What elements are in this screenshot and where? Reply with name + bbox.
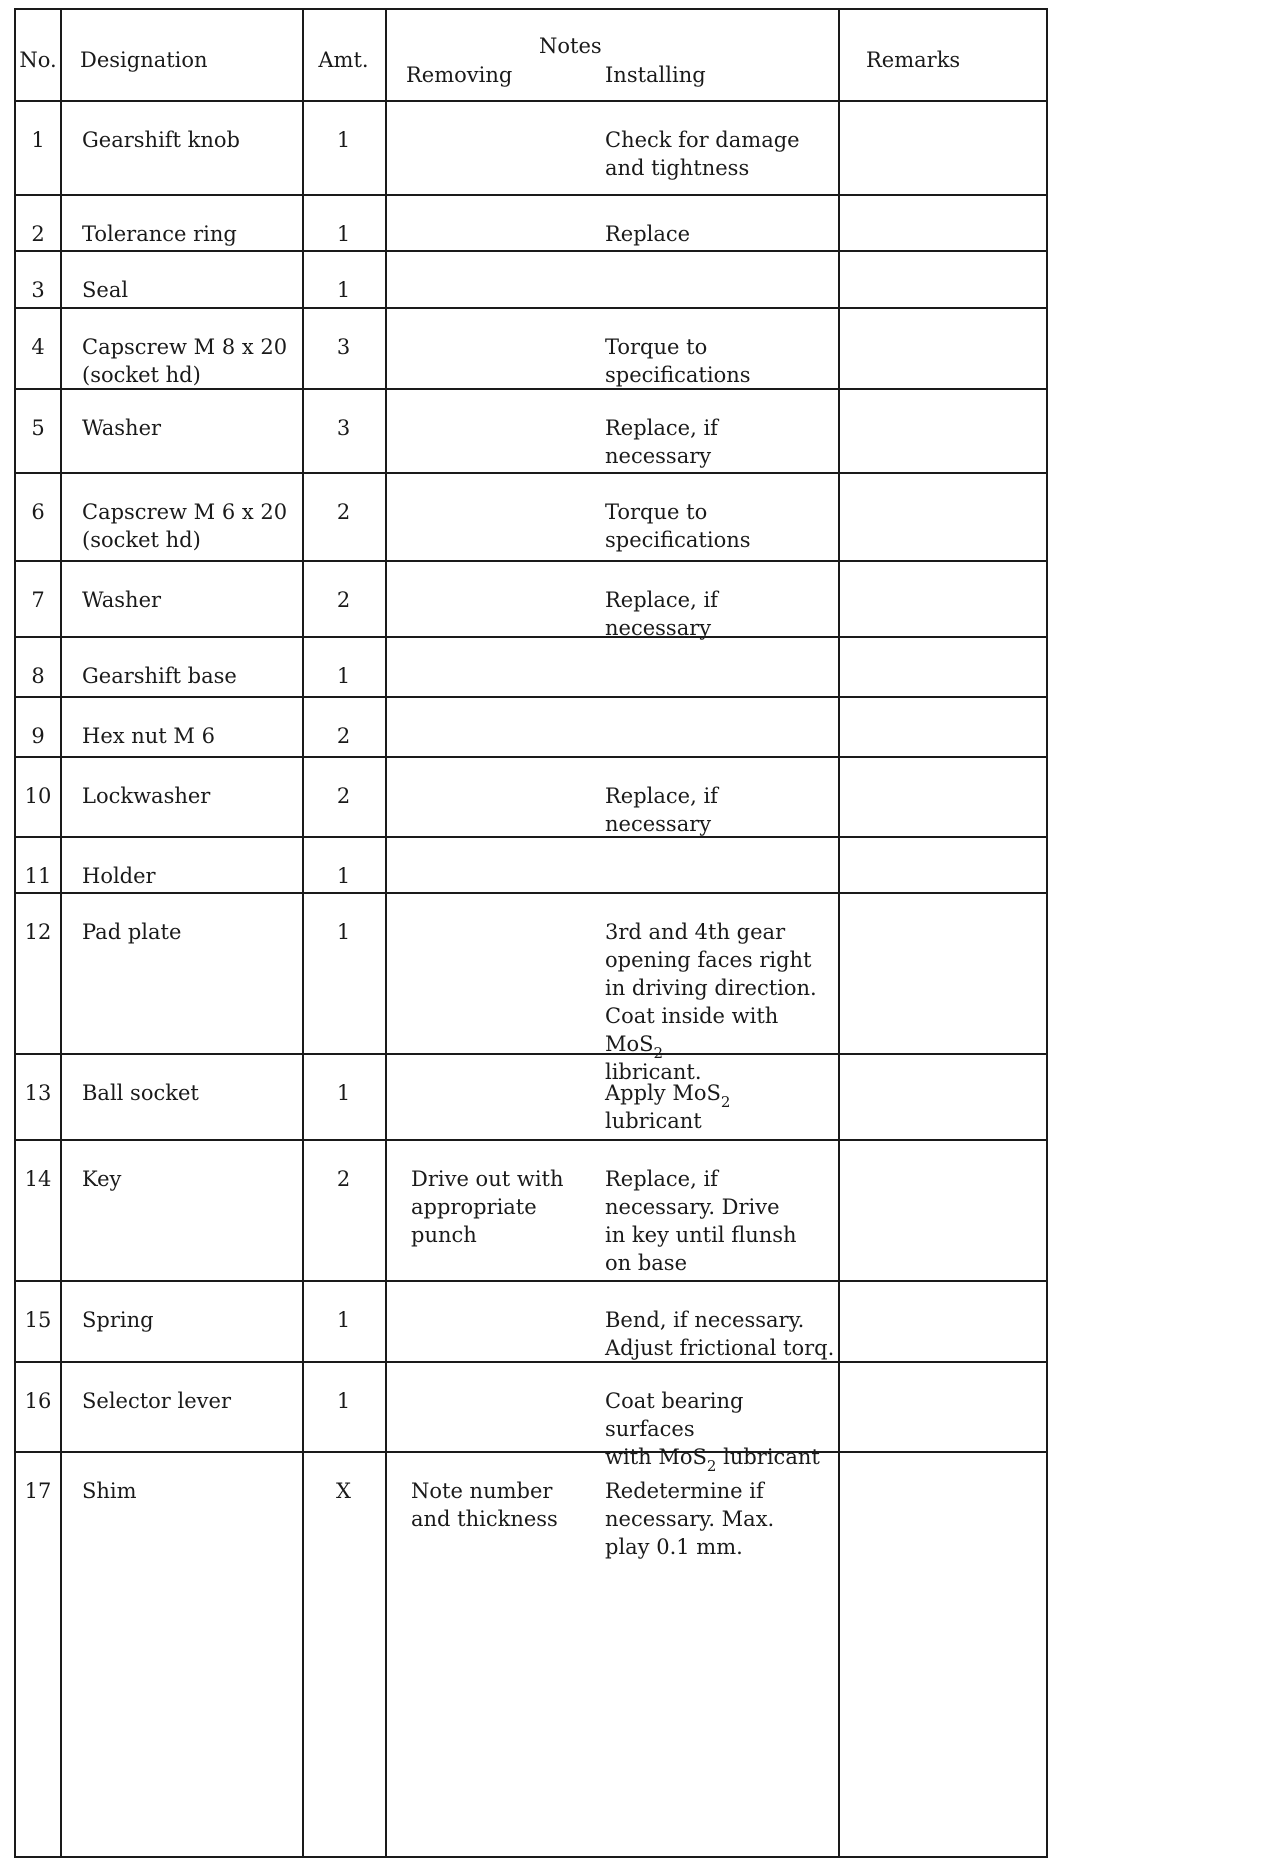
row-divider: [16, 756, 1046, 758]
cell-removing: Drive out with appropriate punch: [411, 1167, 564, 1247]
cell-installing: Bend, if necessary. Adjust frictional torq.: [605, 1308, 835, 1360]
cell-installing: Replace, if necessary: [605, 588, 718, 640]
cell-designation: Gearshift base: [82, 664, 237, 688]
header-remarks: Remarks: [866, 48, 961, 72]
cell-installing: 3rd and 4th gear opening faces right in driving direction. Coat inside with MoS$_2$ libricant.: [605, 920, 817, 1084]
cell-no: 2: [31, 222, 45, 246]
row-divider: [16, 1280, 1046, 1282]
cell-designation: Gearshift knob: [82, 128, 241, 152]
cell-no: 13: [24, 1081, 52, 1105]
row-divider: [16, 1139, 1046, 1141]
cell-installing: Replace, if necessary: [605, 784, 718, 836]
cell-designation: Shim: [82, 1479, 137, 1503]
header-removing: Removing: [406, 63, 513, 87]
cell-removing: Note number and thickness: [411, 1479, 558, 1531]
column-divider: [60, 10, 62, 1856]
cell-designation: Selector lever: [82, 1389, 231, 1413]
cell-designation: Capscrew M 8 x 20 (socket hd): [82, 335, 288, 387]
cell-amount: 2: [336, 588, 351, 612]
row-divider: [16, 1053, 1046, 1055]
cell-installing: Torque to specifications: [605, 335, 751, 387]
row-divider: [16, 560, 1046, 562]
cell-no: 1: [31, 128, 45, 152]
cell-amount: 3: [336, 416, 351, 440]
cell-installing: Replace, if necessary: [605, 416, 718, 468]
header-amount: Amt.: [318, 48, 369, 72]
cell-installing: Torque to specifications: [605, 500, 751, 552]
header-designation: Designation: [80, 48, 208, 72]
cell-designation: Key: [82, 1167, 122, 1191]
cell-designation: Washer: [82, 588, 162, 612]
cell-no: 10: [24, 784, 52, 808]
cell-amount: X: [336, 1479, 351, 1503]
cell-no: 4: [31, 335, 45, 359]
cell-designation: Capscrew M 6 x 20 (socket hd): [82, 500, 288, 552]
row-divider: [16, 307, 1046, 309]
header-installing: Installing: [605, 63, 706, 87]
column-divider: [385, 10, 387, 1856]
cell-designation: Seal: [82, 278, 129, 302]
cell-no: 7: [31, 588, 45, 612]
cell-designation: Holder: [82, 864, 156, 888]
cell-no: 15: [24, 1308, 52, 1332]
cell-no: 8: [31, 664, 45, 688]
cell-designation: Ball socket: [82, 1081, 199, 1105]
header-notes: Notes: [539, 34, 602, 58]
cell-designation: Washer: [82, 416, 162, 440]
row-divider: [16, 836, 1046, 838]
cell-amount: 1: [336, 1308, 351, 1332]
row-divider: [16, 696, 1046, 698]
cell-no: 9: [31, 724, 45, 748]
cell-installing: Replace: [605, 222, 691, 246]
cell-installing: Check for damage and tightness: [605, 128, 800, 180]
cell-no: 14: [24, 1167, 52, 1191]
cell-amount: 2: [336, 500, 351, 524]
row-divider: [16, 892, 1046, 894]
cell-designation: Spring: [82, 1308, 154, 1332]
cell-installing: Coat bearing surfaces with MoS$_2$ lubricant: [605, 1389, 820, 1475]
cell-amount: 3: [336, 335, 351, 359]
cell-no: 17: [24, 1479, 52, 1503]
row-divider: [16, 636, 1046, 638]
cell-no: 12: [24, 920, 52, 944]
cell-amount: 1: [336, 128, 351, 152]
row-divider: [16, 1361, 1046, 1363]
row-divider: [16, 1451, 1046, 1453]
cell-designation: Tolerance ring: [82, 222, 237, 246]
cell-designation: Hex nut M 6: [82, 724, 215, 748]
cell-no: 5: [31, 416, 45, 440]
cell-amount: 2: [336, 784, 351, 808]
cell-designation: Lockwasher: [82, 784, 211, 808]
cell-no: 3: [31, 278, 45, 302]
cell-amount: 1: [336, 278, 351, 302]
cell-installing: Redetermine if necessary. Max. play 0.1 mm.: [605, 1479, 775, 1559]
cell-amount: 2: [336, 1167, 351, 1191]
cell-amount: 1: [336, 222, 351, 246]
cell-amount: 1: [336, 1081, 351, 1105]
cell-amount: 1: [336, 864, 351, 888]
cell-installing: Apply MoS$_2$ lubricant: [605, 1081, 731, 1133]
column-divider: [838, 10, 840, 1856]
row-divider: [16, 472, 1046, 474]
row-divider: [16, 388, 1046, 390]
cell-no: 6: [31, 500, 45, 524]
row-divider: [16, 194, 1046, 196]
cell-no: 11: [24, 864, 52, 888]
cell-amount: 2: [336, 724, 351, 748]
cell-no: 16: [24, 1389, 52, 1413]
row-divider: [16, 250, 1046, 252]
cell-designation: Pad plate: [82, 920, 182, 944]
cell-amount: 1: [336, 920, 351, 944]
parts-table: [14, 8, 1048, 1858]
cell-amount: 1: [336, 664, 351, 688]
row-divider: [16, 100, 1046, 102]
cell-installing: Replace, if necessary. Drive in key until flunsh on base: [605, 1167, 797, 1275]
cell-amount: 1: [336, 1389, 351, 1413]
header-no: No.: [19, 48, 57, 72]
